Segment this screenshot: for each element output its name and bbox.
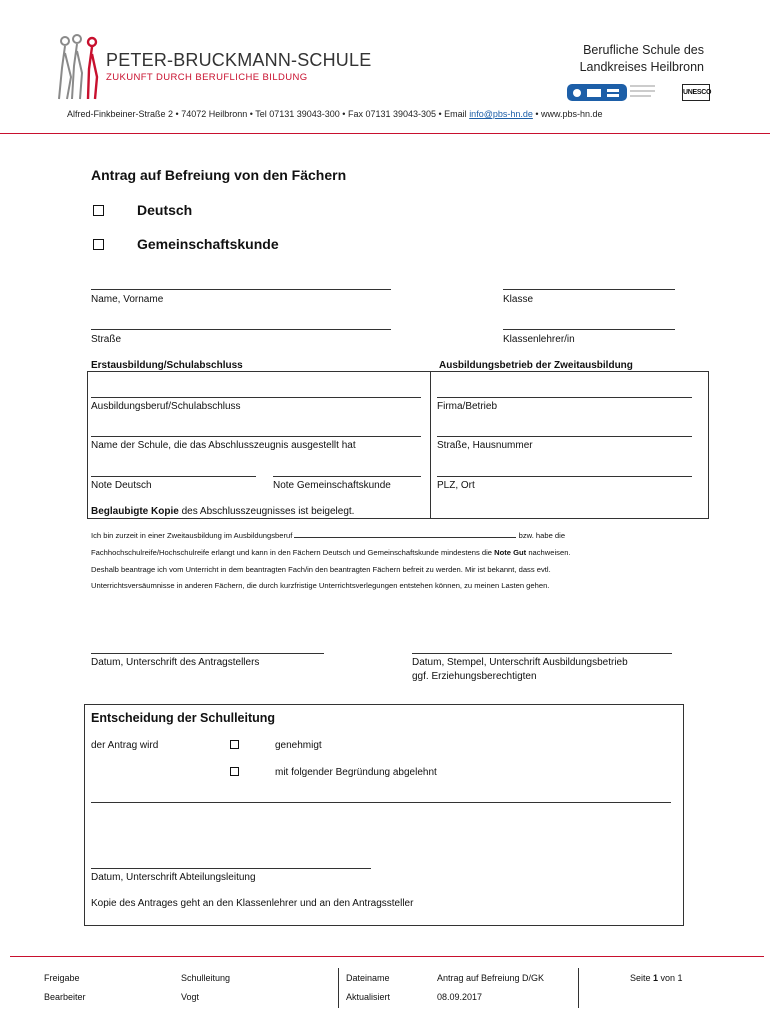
class-label: Klasse bbox=[503, 294, 534, 305]
approved-label: genehmigt bbox=[275, 740, 322, 751]
oes-logo-icon bbox=[567, 82, 657, 102]
statement-line2 bbox=[91, 548, 571, 557]
street-nr-label: Straße, Hausnummer bbox=[437, 440, 533, 451]
statement-line1 bbox=[91, 531, 565, 540]
left-heading: Erstausbildung/Schulabschluss bbox=[91, 360, 243, 371]
grade-gk-label: Note Gemeinschaftskunde bbox=[273, 480, 391, 491]
decision-label: der Antrag wird bbox=[91, 740, 159, 751]
certified-copy-bold: Beglaubigte Kopie bbox=[91, 506, 179, 517]
rejected-label: mit folgender Begründung abgelehnt bbox=[275, 767, 437, 778]
zip-city-field-line[interactable] bbox=[437, 476, 692, 477]
statement-line3: Deshalb beantrage ich vom Unterricht in dem beantragten Fach/in den beantragten Fächern befreit zu werden. Mir ist bekannt, dass evtl. bbox=[91, 565, 551, 574]
grade-de-label: Note Deutsch bbox=[91, 480, 152, 491]
checkbox-gemeinschaftskunde[interactable] bbox=[93, 239, 104, 250]
page-current: 1 bbox=[653, 973, 659, 983]
decision-title: Entscheidung der Schulleitung bbox=[91, 711, 276, 725]
checkbox-approved[interactable] bbox=[230, 740, 239, 749]
statement-line2-start: Fachhochschulreife/Hochschulreife erlangt und kann in den Fächern Deutsch und Gemeinschaftskunde mindestens die bbox=[91, 548, 495, 557]
footer-updated-value: 08.09.2017 bbox=[437, 992, 483, 1002]
school-field-line[interactable] bbox=[91, 436, 421, 437]
checkbox-deutsch[interactable] bbox=[93, 205, 104, 216]
page-sep: von bbox=[658, 973, 678, 983]
subject-deutsch-label: Deutsch bbox=[137, 202, 193, 218]
certified-copy-note bbox=[91, 506, 354, 517]
school-label: Name der Schule, die das Abschlusszeugnis ausgestellt hat bbox=[91, 440, 356, 451]
applicant-signature-line[interactable] bbox=[91, 653, 324, 654]
statement-grade-bold: Note Gut bbox=[494, 548, 527, 557]
company-label: Firma/Betrieb bbox=[437, 401, 498, 412]
reason-field-line[interactable] bbox=[91, 802, 671, 803]
page-total: 1 bbox=[677, 973, 683, 983]
apprenticeship-label: Ausbildungsberuf/Schulabschluss bbox=[91, 401, 241, 412]
name-label: Name, Vorname bbox=[91, 294, 164, 305]
address-line bbox=[67, 109, 603, 119]
statement-line1-start: Ich bin zurzeit in einer Zweitausbildung im Ausbildungsberuf bbox=[91, 531, 293, 540]
teacher-field-line[interactable] bbox=[503, 329, 675, 330]
footer-divider bbox=[10, 956, 764, 957]
school-logo bbox=[55, 33, 103, 103]
checkbox-rejected[interactable] bbox=[230, 767, 239, 776]
page-prefix: Seite bbox=[630, 973, 654, 983]
header-divider bbox=[0, 133, 770, 134]
decision-box bbox=[84, 704, 684, 926]
footer-vline-right bbox=[578, 968, 579, 1008]
guardian-signature-label: ggf. Erziehungsberechtigten bbox=[412, 671, 537, 682]
statement-line2-end: nachweisen. bbox=[526, 548, 571, 557]
footer-file-value: Antrag auf Befreiung D/GK bbox=[437, 973, 545, 983]
grade-de-field-line[interactable] bbox=[91, 476, 256, 477]
apprenticeship-field-line[interactable] bbox=[91, 397, 421, 398]
school-name: PETER-BRUCKMANN-SCHULE bbox=[106, 50, 372, 70]
footer-editor-value: Vogt bbox=[181, 992, 200, 1002]
class-field-line[interactable] bbox=[503, 289, 675, 290]
statement-line1-end: bzw. habe die bbox=[518, 531, 566, 540]
street-label: Straße bbox=[91, 334, 122, 345]
street-field-line[interactable] bbox=[91, 329, 391, 330]
footer-updated-label: Aktualisiert bbox=[346, 992, 391, 1002]
footer-file-label: Dateiname bbox=[346, 973, 390, 983]
footer-release-value: Schulleitung bbox=[181, 973, 231, 983]
school-tagline: ZUKUNFT DURCH BERUFLICHE BILDUNG bbox=[106, 72, 308, 83]
oes-logo bbox=[567, 82, 657, 102]
header-right-line2: Landkreises Heilbronn bbox=[579, 60, 704, 74]
statement-line4: Unterrichtsversäumnisse in anderen Fächern, die durch kurzfristige Unterrichtsverlegungen entstehen können, zu meinen Lasten gehen. bbox=[91, 581, 550, 590]
footer-release-label: Freigabe bbox=[44, 973, 80, 983]
footer-vline-left bbox=[338, 968, 339, 1008]
company-signature-label: Datum, Stempel, Unterschrift Ausbildungsbetrieb bbox=[412, 657, 628, 668]
unesco-badge: UNESCO bbox=[682, 84, 710, 101]
teacher-label: Klassenlehrer/in bbox=[503, 334, 575, 345]
right-heading: Ausbildungsbetrieb der Zweitausbildung bbox=[439, 360, 633, 371]
grade-gk-field-line[interactable] bbox=[273, 476, 421, 477]
head-signature-line[interactable] bbox=[91, 868, 371, 869]
box-column-divider bbox=[430, 371, 431, 519]
logo-figures-icon bbox=[55, 33, 103, 103]
zip-city-label: PLZ, Ort bbox=[437, 480, 475, 491]
company-field-line[interactable] bbox=[437, 397, 692, 398]
company-signature-line[interactable] bbox=[412, 653, 672, 654]
street-nr-field-line[interactable] bbox=[437, 436, 692, 437]
address-text: Alfred-Finkbeiner-Straße 2 • 74072 Heilbronn • Tel 07131 39043-300 • Fax 07131 39043-305 • Email bbox=[67, 109, 470, 119]
apprenticeship-blank[interactable] bbox=[294, 537, 516, 538]
website-text: • www.pbs-hn.de bbox=[532, 109, 603, 119]
name-field-line[interactable] bbox=[91, 289, 391, 290]
header-right-line1: Berufliche Schule des bbox=[583, 43, 704, 57]
applicant-signature-label: Datum, Unterschrift des Antragstellers bbox=[91, 657, 260, 668]
subject-gk-label: Gemeinschaftskunde bbox=[137, 236, 279, 252]
box-header-rule bbox=[87, 371, 709, 372]
certified-copy-rest: des Abschlusszeugnisses ist beigelegt. bbox=[178, 506, 355, 517]
head-signature-label: Datum, Unterschrift Abteilungsleitung bbox=[91, 872, 256, 883]
email-link[interactable]: info@pbs-hn.de bbox=[469, 109, 533, 119]
footer-page-number bbox=[630, 973, 683, 983]
form-title: Antrag auf Befreiung von den Fächern bbox=[91, 167, 347, 183]
footer-editor-label: Bearbeiter bbox=[44, 992, 86, 1002]
copy-note: Kopie des Antrages geht an den Klassenlehrer und an den Antragssteller bbox=[91, 898, 414, 909]
